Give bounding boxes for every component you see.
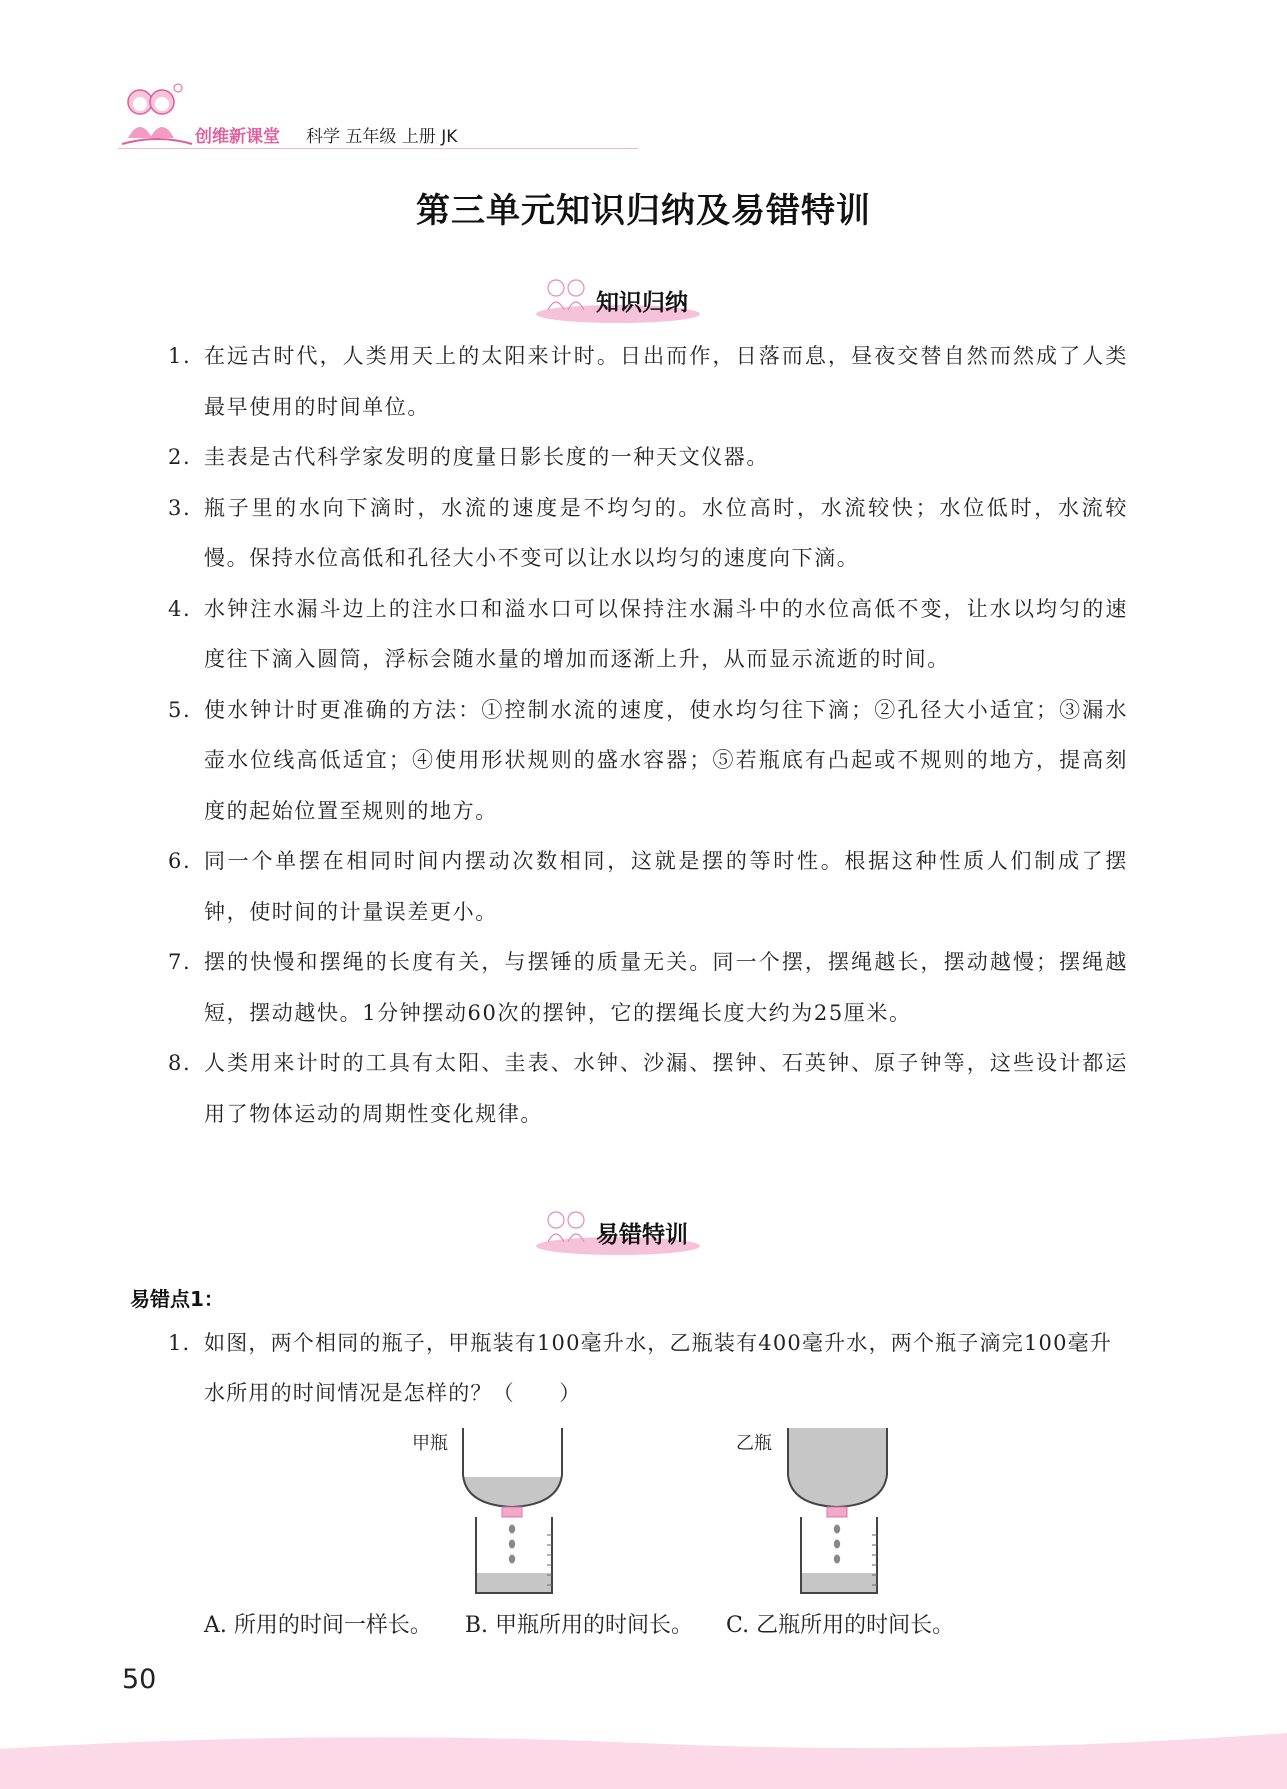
list-item: [168, 836, 1128, 937]
section-badge-summary: [528, 268, 728, 328]
item-text: 水钟注水漏斗边上的注水口和溢水口可以保持注水漏斗中的水位高低不变，让水以均匀的速度往下滴入圆筒，浮标会随水量的增加而逐渐上升，从而显示流逝的时间。: [204, 596, 1128, 671]
item-text: 人类用来计时的工具有太阳、圭表、水钟、沙漏、摆钟、石英钟、原子钟等，这些设计都运用了物体运动的周期性变化规律。: [204, 1051, 1128, 1126]
footer-wave: [0, 1719, 1287, 1789]
list-item: [168, 685, 1128, 837]
question-number: 1.: [168, 1331, 191, 1355]
question: [168, 1318, 1128, 1418]
answer-options: [204, 1608, 980, 1639]
item-number: 3.: [168, 495, 192, 520]
option-a[interactable]: A. 所用的时间一样长。: [204, 1613, 432, 1638]
list-item: [168, 483, 1128, 584]
subject-label: 科学 五年级 上册 JK: [306, 127, 458, 147]
item-number: 2.: [168, 445, 192, 469]
item-number: 7.: [168, 950, 192, 974]
section-title-summary: 知识归纳: [596, 290, 688, 316]
question-text: 如图，两个相同的瓶子，甲瓶装有100毫升水，乙瓶装有400毫升水，两个瓶子滴完100毫升水所用的时间情况是怎样的？（ ）: [204, 1331, 1113, 1405]
option-b[interactable]: B. 甲瓶所用的时间长。: [464, 1613, 694, 1638]
list-item: [168, 1038, 1128, 1139]
left-cylinder: [476, 1517, 552, 1593]
page-title: 第三单元知识归纳及易错特训: [416, 191, 871, 231]
right-cylinder: [801, 1517, 877, 1593]
right-bottle-label: 乙瓶: [736, 1433, 772, 1454]
header-divider: [118, 148, 638, 149]
brand-name: 创维新课堂: [195, 127, 280, 147]
item-text: 在远古时代，人类用天上的太阳来计时。日出而作，日落而息，昼夜交替自然而然成了人类最早使用的时间单位。: [204, 344, 1128, 419]
left-bottle-label: 甲瓶: [412, 1433, 448, 1454]
list-item: [168, 937, 1128, 1038]
list-item: [168, 331, 1128, 432]
list-item: [168, 432, 1128, 483]
item-number: 8.: [168, 1051, 192, 1075]
right-bottle: [788, 1428, 887, 1517]
mistake-point-heading: 易错点1：: [130, 1287, 224, 1311]
option-c[interactable]: C. 乙瓶所用的时间长。: [726, 1613, 955, 1638]
item-number: 5.: [168, 697, 192, 722]
knowledge-list: [168, 331, 1128, 1139]
page-number: 50: [122, 1664, 157, 1695]
bottle-figure: [400, 1425, 920, 1605]
list-item: [168, 584, 1128, 685]
item-text: 瓶子里的水向下滴时，水流的速度是不均匀的。水位高时，水流较快；水位低时，水流较慢。保持水位高低和孔径大小不变可以让水以均匀的速度向下滴。: [204, 495, 1128, 570]
item-text: 同一个单摆在相同时间内摆动次数相同，这就是摆的等时性。根据这种性质人们制成了摆钟，使时间的计量误差更小。: [204, 849, 1128, 924]
item-number: 1.: [168, 344, 192, 368]
item-text: 使水钟计时更准确的方法：①控制水流的速度，使水均匀往下滴；②孔径大小适宜；③漏水壶水位线高低适宜；④使用形状规则的盛水容器；⑤若瓶底有凸起或不规则的地方，提高刻度的起始位置至规则的地方。: [204, 697, 1128, 823]
bottle-diagram: [400, 1425, 920, 1605]
left-bottle: [463, 1428, 562, 1517]
item-text: 摆的快慢和摆绳的长度有关，与摆锤的质量无关。同一个摆，摆绳越长，摆动越慢；摆绳越短，摆动越快。1分钟摆动60次的摆钟，它的摆绳长度大约为25厘米。: [204, 950, 1128, 1025]
section-title-mistakes: 易错特训: [596, 1222, 688, 1248]
section-badge-mistakes: [528, 1200, 728, 1260]
item-number: 6.: [168, 849, 192, 873]
item-number: 4.: [168, 596, 192, 621]
item-text: 圭表是古代科学家发明的度量日影长度的一种天文仪器。: [204, 445, 769, 469]
